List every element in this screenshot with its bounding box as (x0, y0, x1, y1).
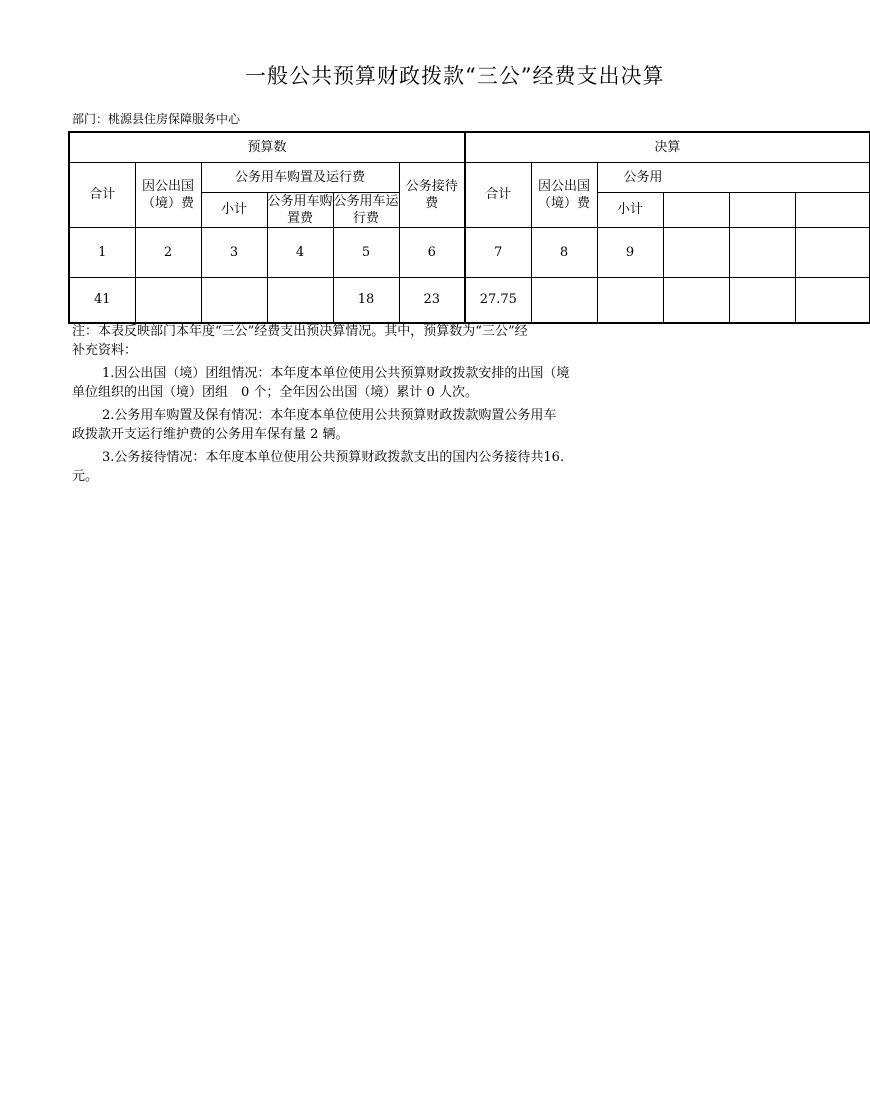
value-cell: 41 (69, 277, 135, 323)
header-car-group: 公务用车购置及运行费 (201, 162, 399, 192)
header-total: 合计 (69, 162, 135, 227)
note-item-3-cont: 元。 (72, 469, 99, 484)
index-cell: 3 (201, 227, 267, 277)
index-cell: 4 (267, 227, 333, 277)
page-title: 一般公共预算财政拨款“三公”经费支出决算 (245, 64, 665, 88)
value-cell: 23 (399, 277, 465, 323)
header-total-final: 合计 (465, 162, 531, 227)
budget-group-header: 预算数 (69, 132, 465, 162)
value-cell: 18 (333, 277, 399, 323)
value-cell (201, 277, 267, 323)
header-subtotal-final: 小计 (597, 192, 663, 227)
header-reception: 公务接待费 (399, 162, 465, 227)
index-cell: 5 (333, 227, 399, 277)
header-abroad-final: 因公出国（境）费 (531, 162, 597, 227)
value-cell (135, 277, 201, 323)
header-car-purchase: 公务用车购置费 (267, 193, 333, 226)
note-line: 注：本表反映部门本年度“三公”经费支出预决算情况。其中，预算数为“三公”经 (72, 324, 528, 339)
note-item-1-cont: 单位组织的出国（境）团组 0 个；全年因公出国（境）累计 0 人次。 (72, 385, 478, 400)
header-subtotal: 小计 (201, 192, 267, 227)
department-label: 部门：桃源县住房保障服务中心 (72, 112, 241, 126)
header-abroad: 因公出国（境）费 (135, 162, 201, 227)
index-cell: 9 (597, 227, 663, 277)
index-cell: 6 (399, 227, 465, 277)
index-cell: 2 (135, 227, 201, 277)
value-cell (267, 277, 333, 323)
note-item-2-cont: 政拨款开支运行维护费的公务用车保有量 2 辆。 (72, 427, 349, 442)
supplement-heading: 补充资料： (72, 343, 138, 358)
expense-table (68, 131, 681, 322)
final-group-header: 决算 (465, 132, 869, 162)
header-car-operation: 公务用车运行费 (333, 193, 399, 226)
index-cell: 7 (465, 227, 531, 277)
index-cell: 1 (69, 227, 135, 277)
header-car-group-final: 公务用 (597, 162, 869, 192)
notes-section (72, 322, 668, 486)
note-item-3: 3.公务接待情况：本年度本单位使用公共预算财政拨款支出的国内公务接待共16. (102, 450, 565, 465)
note-item-1: 1.因公出国（境）团组情况：本年度本单位使用公共预算财政拨款安排的出国（境 (102, 366, 570, 381)
index-cell: 8 (531, 227, 597, 277)
value-cell: 27.75 (465, 277, 531, 323)
note-item-2: 2.公务用车购置及保有情况：本年度本单位使用公共预算财政拨款购置公务用车 (102, 408, 557, 423)
value-cell (597, 277, 663, 323)
value-cell (531, 277, 597, 323)
